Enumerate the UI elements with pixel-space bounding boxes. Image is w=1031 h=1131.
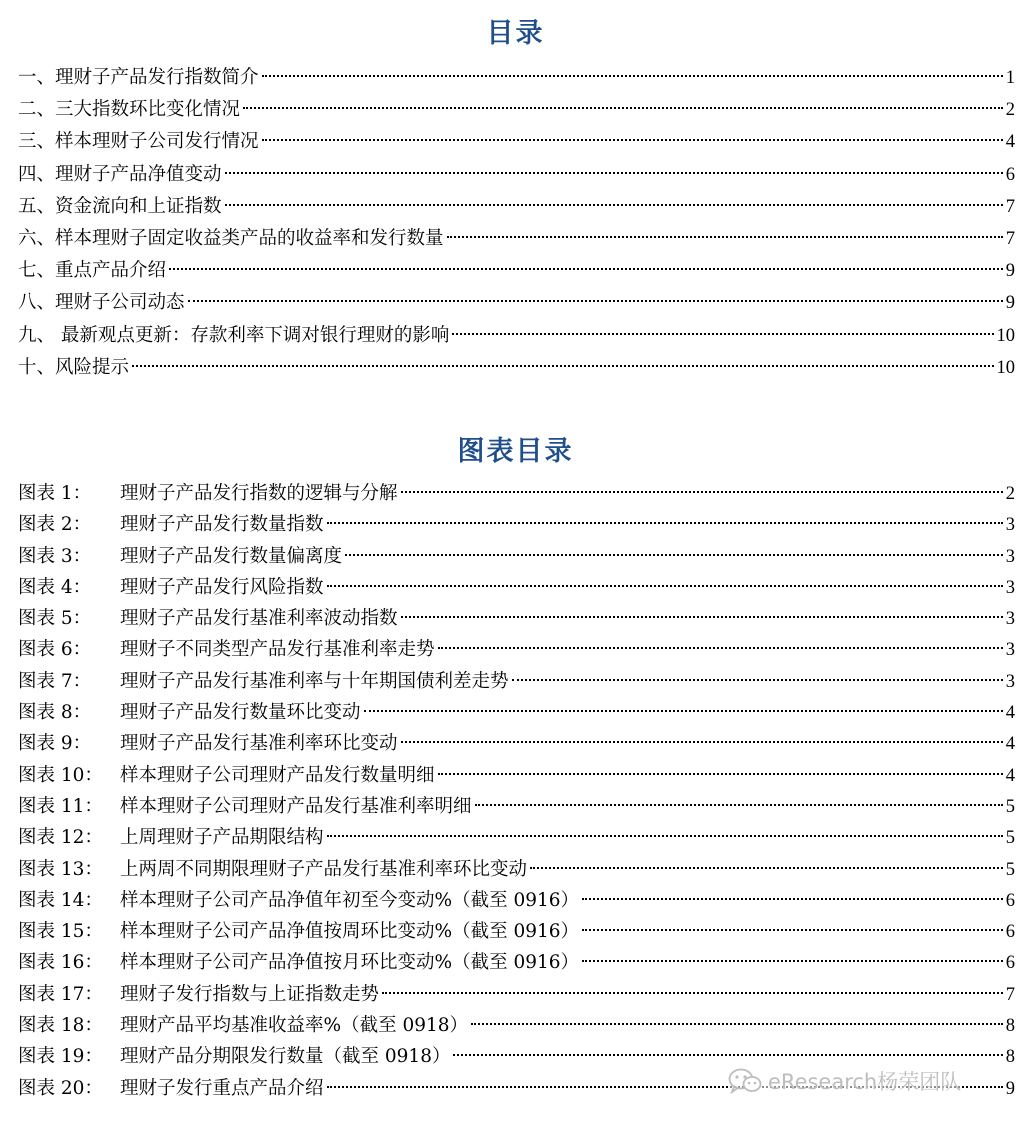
figure-entry-label[interactable]: 理财子产品发行指数的逻辑与分解 [120,483,398,504]
dot-leader [401,741,1003,743]
toc-entry[interactable] [18,126,1015,158]
toc-entry[interactable] [18,159,1015,191]
toc-entry-label[interactable]: 一、理财子产品发行指数简介 [18,67,259,88]
figure-entry[interactable] [18,791,1015,822]
figure-entry-label[interactable]: 样本理财子公司产品净值按周环比变动%（截至 0916） [120,921,580,943]
figure-entry-number[interactable]: 图表 1： [18,483,92,504]
wechat-icon [728,1068,762,1094]
figure-entry[interactable] [18,478,1015,509]
figure-entry[interactable] [18,854,1015,885]
figure-entry-page[interactable]: 3 [1005,577,1015,598]
figure-entry-number[interactable]: 图表 19： [18,1046,103,1068]
figure-entry[interactable] [18,1010,1015,1041]
toc-entry-page[interactable]: 6 [1005,164,1015,185]
figure-entry-number[interactable]: 图表 2： [18,514,92,536]
toc-entry-page[interactable]: 7 [1005,196,1015,217]
watermark [728,1066,961,1096]
toc-entry[interactable] [18,191,1015,223]
figure-entry-number[interactable]: 图表 20： [18,1077,103,1099]
figure-entry[interactable] [18,603,1015,634]
figure-entry-number[interactable]: 图表 14： [18,889,103,911]
watermark-text: eResearch杨荣团队 [768,1070,962,1094]
figures-title: 图表目录 [457,436,574,467]
dot-leader [327,585,1003,587]
toc-entry-label[interactable]: 八、理财子公司动态 [18,292,185,314]
figure-entry-number[interactable]: 图表 3： [18,545,92,567]
dot-leader [453,1054,1002,1056]
figure-entry-page[interactable]: 3 [1005,640,1015,661]
toc-entry-page[interactable]: 10 [996,357,1015,378]
figure-entry[interactable] [18,885,1015,916]
figure-entry-number[interactable]: 图表 6： [18,639,92,661]
figure-entry-page[interactable]: 8 [1005,1016,1015,1037]
toc-entry[interactable] [18,223,1015,255]
dot-leader [401,616,1003,618]
figure-entry-label[interactable]: 理财子产品发行风险指数 [120,576,324,598]
figure-entry-label[interactable]: 理财产品分期限发行数量（截至 0918） [120,1046,451,1068]
toc-entry-page[interactable]: 7 [1005,228,1015,249]
figure-entry-number[interactable]: 图表 9： [18,733,92,755]
figure-entry-page[interactable]: 4 [1005,765,1015,786]
toc-list [18,62,1015,384]
figure-entry-number[interactable]: 图表 5： [18,608,92,630]
figure-entry-label[interactable]: 样本理财子公司产品净值年初至今变动%（截至 0916） [120,889,580,911]
figure-entry-page[interactable]: 5 [1005,828,1015,849]
figure-entry-number[interactable]: 图表 18： [18,1015,103,1037]
dot-leader [438,647,1003,649]
toc-entry-label[interactable]: 六、样本理财子固定收益类产品的收益率和发行数量 [18,227,444,249]
figures-list [18,478,1015,1104]
figure-entry-label[interactable]: 上两周不同期限理财子产品发行基准利率环比变动 [120,858,528,880]
figure-entry-label[interactable]: 理财子发行重点产品介绍 [120,1077,324,1099]
figure-entry-number[interactable]: 图表 17： [18,983,103,1005]
dot-leader [475,804,1003,806]
toc-entry[interactable] [18,255,1015,287]
figure-entry-label[interactable]: 样本理财子公司产品净值按月环比变动%（截至 0916） [120,952,580,974]
figure-entry[interactable] [18,728,1015,759]
toc-entry[interactable] [18,287,1015,319]
dot-leader [327,522,1003,524]
figure-entry-page[interactable]: 4 [1005,734,1015,755]
dot-leader [327,835,1003,837]
figure-entry-label[interactable]: 理财子产品发行基准利率波动指数 [120,608,398,630]
figure-entry-page[interactable]: 5 [1005,859,1015,880]
dot-leader [243,107,1003,109]
figure-entry-page[interactable]: 6 [1005,890,1015,911]
toc-entry-label[interactable]: 七、重点产品介绍 [18,260,167,282]
dot-leader [262,139,1003,141]
dot-leader [169,268,1003,270]
dot-leader [188,300,1003,302]
dot-leader [438,773,1003,775]
toc-title: 目录 [486,18,545,49]
figure-entry-page[interactable]: 6 [1005,922,1015,943]
figure-entry-label[interactable]: 理财子产品发行基准利率环比变动 [120,733,398,755]
figure-entry-page[interactable]: 3 [1005,671,1015,692]
dot-leader [582,929,1003,931]
toc-entry-page[interactable]: 10 [996,325,1015,346]
toc-entry[interactable] [18,320,1015,352]
dot-leader [452,333,993,335]
figure-entry[interactable] [18,509,1015,540]
dot-leader [225,204,1003,206]
toc-entry-page[interactable]: 9 [1005,293,1015,314]
figure-entry-page[interactable]: 3 [1005,546,1015,567]
dot-leader [401,491,1003,493]
toc-entry-label[interactable]: 三、样本理财子公司发行情况 [18,131,259,153]
toc-entry[interactable] [18,94,1015,126]
figure-entry-page[interactable]: 4 [1005,703,1015,724]
dot-leader [262,75,1003,77]
dot-leader [225,172,1003,174]
figure-entry-page[interactable]: 8 [1005,1047,1015,1068]
toc-entry-label[interactable]: 四、理财子产品净值变动 [18,163,222,185]
figure-entry[interactable] [18,916,1015,947]
toc-entry[interactable] [18,62,1015,94]
figure-entry-label[interactable]: 理财子不同类型产品发行基准利率走势 [120,639,435,661]
dot-leader [364,710,1003,712]
dot-leader [530,867,1003,869]
figure-entry-number[interactable]: 图表 8： [18,702,92,724]
figure-entry[interactable] [18,822,1015,853]
figure-entry-page[interactable]: 3 [1005,609,1015,630]
figure-entry-number[interactable]: 图表 12： [18,827,103,849]
figure-entry-page[interactable]: 5 [1005,796,1015,817]
figure-entry[interactable] [18,697,1015,728]
figure-entry[interactable] [18,947,1015,978]
dot-leader [447,236,1003,238]
figure-entry-label[interactable]: 理财子产品发行数量环比变动 [120,702,361,724]
toc-entry-page[interactable]: 4 [1005,132,1015,153]
figure-entry-number[interactable]: 图表 11： [18,795,103,817]
figure-entry-label[interactable]: 理财子发行指数与上证指数走势 [120,983,380,1005]
figure-entry-label[interactable]: 上周理财子产品期限结构 [120,827,324,849]
figure-entry-label[interactable]: 理财子产品发行数量偏离度 [120,545,343,567]
figure-entry-label[interactable]: 理财产品平均基准收益率%（截至 0918） [120,1015,469,1037]
toc-entry-label[interactable]: 五、资金流向和上证指数 [18,195,222,217]
figure-entry[interactable] [18,760,1015,791]
dot-leader [382,992,1003,994]
figure-entry[interactable] [18,541,1015,572]
dot-leader [512,679,1003,681]
figure-entry-page[interactable]: 3 [1005,515,1015,536]
figure-entry-page[interactable]: 6 [1005,953,1015,974]
toc-entry[interactable] [18,352,1015,384]
toc-entry-page[interactable]: 9 [1005,261,1015,282]
toc-entry-page[interactable]: 2 [1005,100,1015,121]
figure-entry-label[interactable]: 理财子产品发行数量指数 [120,514,324,536]
dot-leader [582,960,1003,962]
figure-entry-number[interactable]: 图表 10： [18,764,103,786]
figure-entry-page[interactable]: 2 [1005,484,1015,504]
figure-entry-label[interactable]: 样本理财子公司理财产品发行数量明细 [120,764,435,786]
figure-entry-label[interactable]: 理财子产品发行基准利率与十年期国债利差走势 [120,670,509,692]
dot-leader [345,554,1003,556]
toc-entry-label[interactable]: 十、风险提示 [18,356,130,378]
figure-entry-number[interactable]: 图表 13： [18,858,103,880]
figure-entry-number[interactable]: 图表 16： [18,952,103,974]
figure-entry-number[interactable]: 图表 15： [18,921,103,943]
dot-leader [471,1023,1003,1025]
toc-entry-label[interactable]: 二、三大指数环比变化情况 [18,99,241,121]
figure-entry[interactable] [18,979,1015,1010]
figure-entry-label[interactable]: 样本理财子公司理财产品发行基准利率明细 [120,795,472,817]
figure-entry[interactable] [18,572,1015,603]
dot-leader [132,365,993,367]
figure-entry[interactable] [18,634,1015,665]
figure-entry-number[interactable]: 图表 4： [18,576,92,598]
figure-entry[interactable] [18,666,1015,697]
figure-entry-page[interactable]: 7 [1005,984,1015,1005]
figure-entry-page[interactable]: 9 [1005,1078,1015,1099]
dot-leader [582,898,1003,900]
figure-entry-number[interactable]: 图表 7： [18,670,92,692]
toc-entry-label[interactable]: 九、 最新观点更新：存款利率下调对银行理财的影响 [18,324,450,346]
toc-entry-page[interactable]: 1 [1005,68,1015,88]
